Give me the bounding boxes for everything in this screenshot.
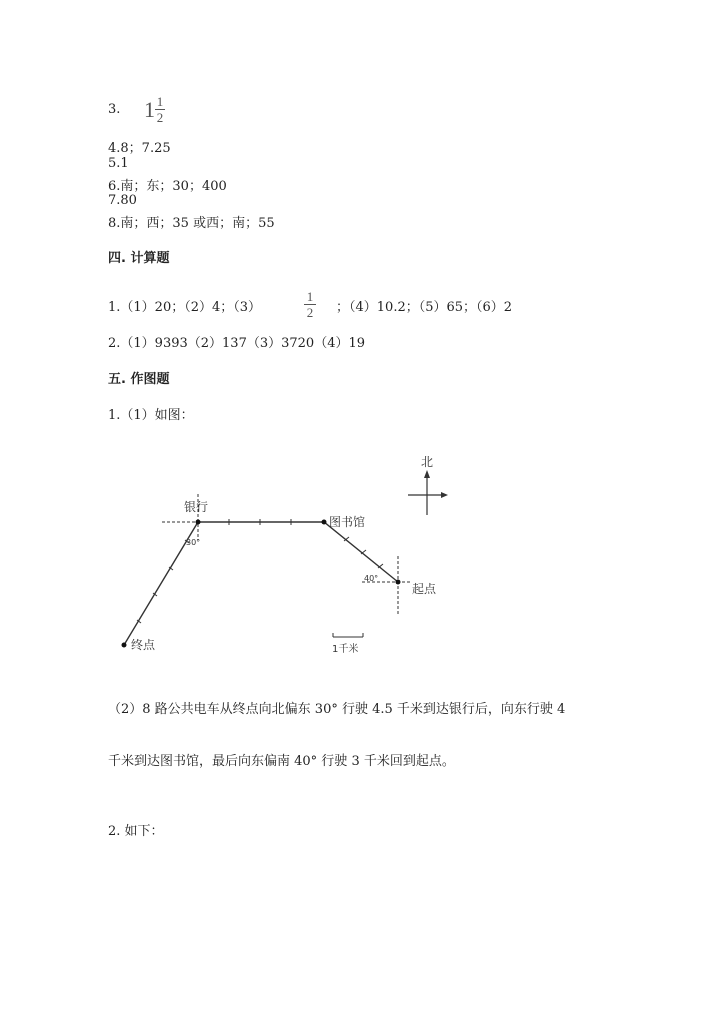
library-point	[322, 520, 327, 525]
section-4-heading: 四. 计算题	[108, 251, 170, 266]
section-5-heading: 五. 作图题	[108, 372, 170, 387]
section-4-q1-suffix: ；（4）10.2；（5）65；（6）2	[336, 300, 513, 315]
answer-item-7: 7.80	[108, 193, 137, 208]
scale-label: 1千米	[332, 644, 359, 655]
answer-item-3-label: 3.	[108, 102, 121, 117]
end-label: 终点	[131, 638, 156, 652]
route-diagram	[0, 440, 720, 680]
start-point	[396, 580, 401, 585]
section-5-q1-part2-line1: （2）8 路公共电车从终点向北偏东 30° 行驶 4.5 千米到达银行后，向东行驶 4	[108, 702, 566, 717]
scale-bar	[333, 633, 363, 637]
answer-item-5: 5.1	[108, 156, 129, 171]
answer-item-8: 8.南；西；35 或西；南；55	[108, 216, 275, 231]
section-5-q1-part2-line2: 千米到达图书馆，最后向东偏南 40° 行驶 3 千米回到起点。	[108, 754, 455, 769]
section-4-q1-fraction	[304, 290, 316, 319]
route-ticks	[137, 519, 383, 623]
fraction-numerator: 1	[306, 289, 314, 304]
section-4-q2: 2.（1）9393（2）137（3）3720（4）19	[108, 336, 366, 351]
library-label: 图书馆	[329, 515, 366, 529]
start-label: 起点	[412, 582, 437, 596]
north-label: 北	[421, 455, 434, 469]
section-5-q1-intro: 1.（1）如图：	[108, 408, 194, 423]
section-5-q2-intro: 2. 如下：	[108, 824, 164, 839]
bank-label: 银行	[184, 500, 209, 514]
bank-point	[196, 520, 201, 525]
start-axes	[362, 556, 412, 615]
fraction-denominator: 2	[156, 110, 164, 125]
section-4-q1-prefix: 1.（1）20；（2）4；（3）	[108, 300, 262, 315]
route-path	[124, 522, 398, 645]
start-angle-label: 40°	[364, 574, 379, 583]
fraction-denominator: 2	[306, 305, 314, 320]
answer-item-3-whole: 1	[144, 97, 155, 122]
answer-item-4: 4.8；7.25	[108, 141, 171, 156]
end-point	[122, 643, 127, 648]
answer-item-6: 6.南；东；30；400	[108, 179, 227, 194]
answer-item-3-fraction	[155, 95, 165, 124]
bank-angle-label: 30°	[186, 538, 201, 547]
fraction-numerator: 1	[156, 94, 164, 109]
compass-icon	[408, 470, 448, 515]
